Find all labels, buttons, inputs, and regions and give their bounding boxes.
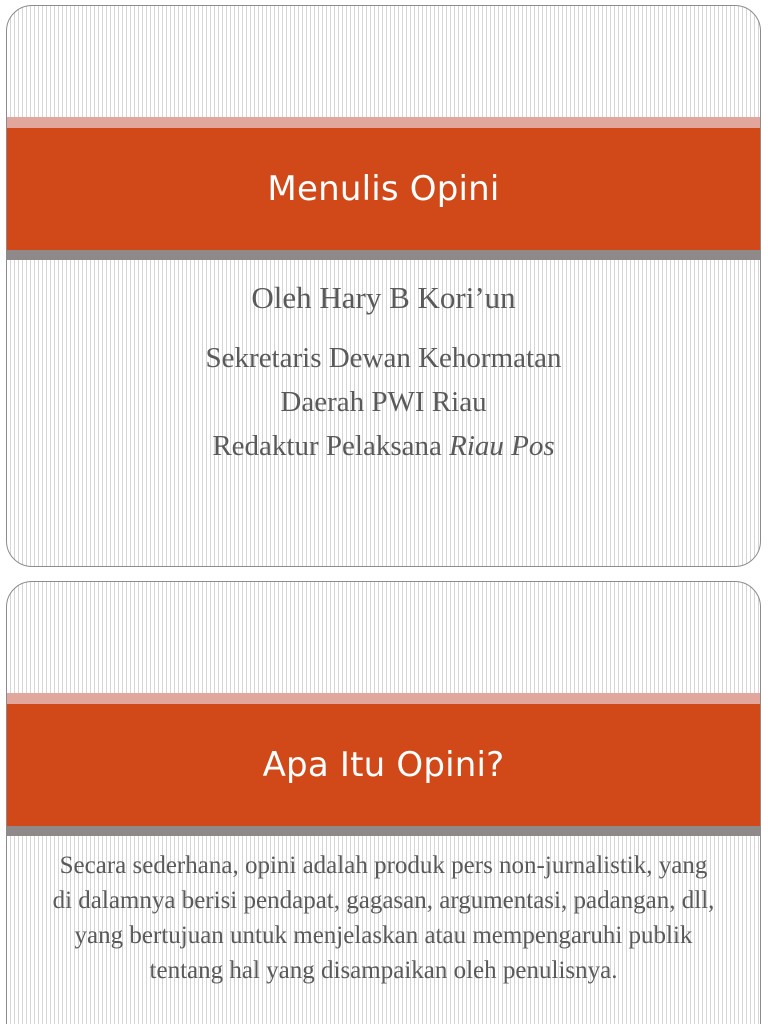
title-band-top-stripe xyxy=(7,693,760,704)
title-band xyxy=(7,704,760,826)
role-line-3 xyxy=(7,424,760,468)
publication-name: Riau Pos xyxy=(449,430,555,462)
slide-1 xyxy=(6,5,761,567)
role-line-1: Sekretaris Dewan Kehormatan xyxy=(205,342,562,374)
role-line-2: Daerah PWI Riau xyxy=(280,386,487,418)
slide-2 xyxy=(6,581,761,1024)
title-band xyxy=(7,128,760,250)
slide-title: Menulis Opini xyxy=(267,169,500,209)
title-band-bottom-stripe xyxy=(7,826,760,836)
role-line-3-prefix: Redaktur Pelaksana xyxy=(212,430,450,462)
title-band-bottom-stripe xyxy=(7,250,760,260)
author-line: Oleh Hary B Kori’un xyxy=(251,280,516,315)
title-band-top-stripe xyxy=(7,117,760,128)
subtitle-block xyxy=(7,278,760,468)
slide-title: Apa Itu Opini? xyxy=(262,745,505,785)
slide-body-text: Secara sederhana, opini adalah produk pers non-jurnalistik, yang di dalamnya berisi pendapat, gagasan, argumentasi, padangan, dll, yang bertujuan untuk menjelaskan atau mempengaruhi publik tentang hal yang disampaikan oleh penulisnya. xyxy=(52,852,715,984)
